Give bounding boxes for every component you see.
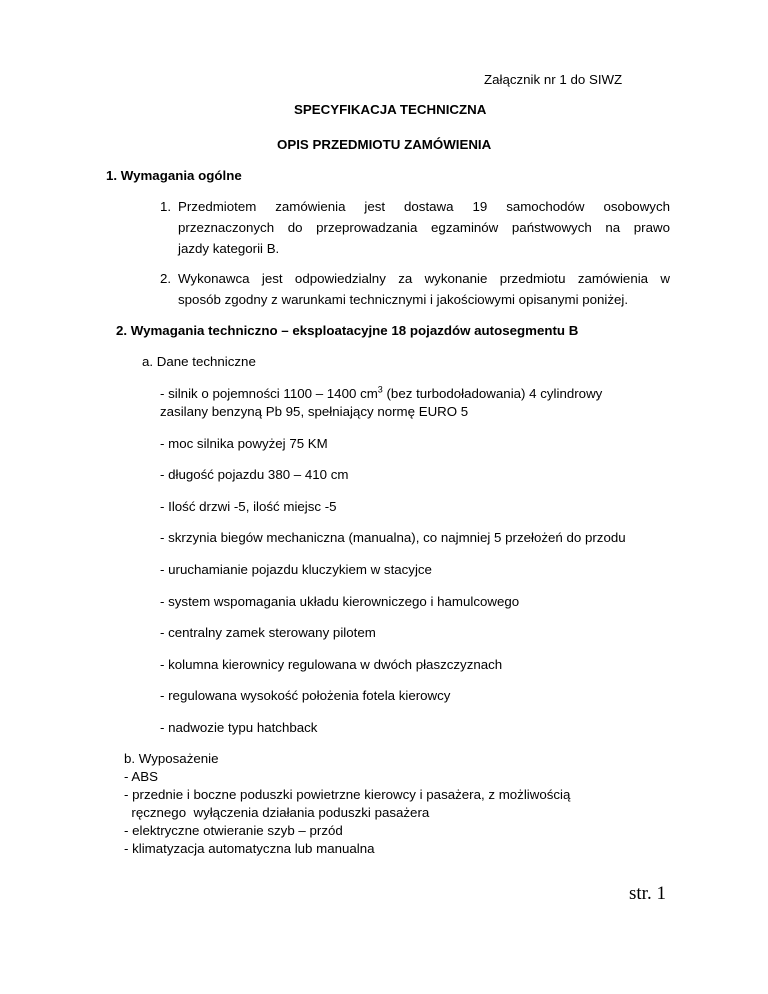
spec-item: - moc silnika powyżej 75 KM: [160, 436, 328, 451]
equipment-item: ręcznego wyłączenia działania poduszki pasażera: [124, 805, 430, 820]
equipment-item: - klimatyzacja automatyczna lub manualna: [124, 841, 375, 856]
spec-item: - regulowana wysokość położenia fotela kierowcy: [160, 688, 451, 703]
engine-line2: zasilany benzyną Pb 95, spełniający normę EURO 5: [160, 404, 469, 419]
section1-item1-line3: jazdy kategorii B.: [178, 241, 280, 256]
section1-item2-line1: Wykonawca jest odpowiedzialny za wykonanie przedmiotu zamówienia w: [178, 271, 670, 286]
engine-line1-text: - silnik o pojemności 1100 – 1400 cm: [160, 386, 378, 401]
spec-item: - system wspomagania układu kierowniczego i hamulcowego: [160, 594, 520, 609]
section1-heading: 1. Wymagania ogólne: [106, 168, 242, 183]
spec-item: - nadwozie typu hatchback: [160, 720, 318, 735]
title-subject-description: OPIS PRZEDMIOTU ZAMÓWIENIA: [277, 137, 492, 152]
spec-item: - długość pojazdu 380 – 410 cm: [160, 467, 349, 482]
section2-heading: 2. Wymagania techniczno – eksploatacyjne 18 pojazdów autosegmentu B: [116, 323, 579, 338]
spec-item: - Ilość drzwi -5, ilość miejsc -5: [160, 499, 337, 514]
spec-item: - uruchamianie pojazdu kluczykiem w stacyjce: [160, 562, 432, 577]
section1-item1-number: 1.: [160, 199, 172, 214]
spec-item: - skrzynia biegów mechaniczna (manualna), co najmniej 5 przełożeń do przodu: [160, 530, 626, 545]
equipment-item: - elektryczne otwieranie szyb – przód: [124, 823, 343, 838]
sub-a-label: a. Dane techniczne: [142, 354, 256, 369]
engine-line1-rest: (bez turbodoładowania) 4 cylindrowy: [382, 386, 603, 401]
section1-item2-number: 2.: [160, 271, 172, 286]
spec-item: - kolumna kierownicy regulowana w dwóch płaszczyznach: [160, 657, 503, 672]
sub-b-label: b. Wyposażenie: [124, 751, 219, 766]
title-specification: SPECYFIKACJA TECHNICZNA: [294, 102, 487, 117]
engine-line1: [160, 385, 602, 403]
section1-item1-line1: Przedmiotem zamówienia jest dostawa 19 samochodów osobowych: [178, 199, 670, 214]
section1-item2-line2: sposób zgodny z warunkami technicznymi i jakościowymi opisanymi poniżej.: [178, 292, 629, 307]
equipment-item: - ABS: [124, 769, 158, 784]
spec-item: - centralny zamek sterowany pilotem: [160, 625, 376, 640]
page-number: str. 1: [629, 883, 666, 904]
engine-superscript: 3: [377, 384, 383, 395]
equipment-item: - przednie i boczne poduszki powietrzne kierowcy i pasażera, z możliwością: [124, 787, 571, 802]
section1-item1-line2: przeznaczonych do przeprowadzania egzaminów państwowych na prawo: [178, 220, 670, 235]
attachment-label: Załącznik nr 1 do SIWZ: [484, 72, 623, 87]
